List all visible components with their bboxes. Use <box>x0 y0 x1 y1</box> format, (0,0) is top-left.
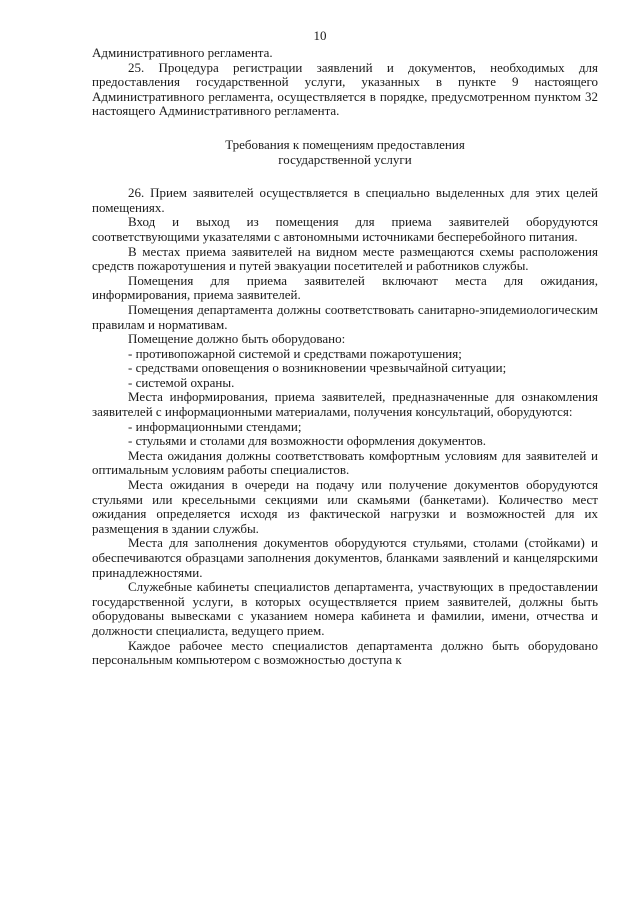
paragraph-fire-schemes: В местах приема заявителей на видном месте размещаются схемы расположения средств пожаротушения и путей эвакуации посетителей и работников службы. <box>92 243 598 274</box>
list-item: - средствами оповещения о возникновении чрезвычайной ситуации; <box>128 360 507 376</box>
paragraph-info-places: Места информирования, приема заявителей, предназначенные для ознакомления заявителей с информационными материалами, получения консультаций, оборудуются: <box>92 389 598 420</box>
paragraph-sanitary: Помещения департамента должны соответствовать санитарно-эпидемиологическим правилам и нормативам. <box>92 301 598 332</box>
list-item: - системой охраны. <box>128 374 235 390</box>
section-heading-line-1: Требования к помещениям предоставления <box>225 136 465 152</box>
document-body <box>92 46 598 668</box>
paragraph-filling-places: Места для заполнения документов оборудуются стульями, столами (стойками) и обеспечиваются образцами заполнения документов, бланками заявлений и канцелярскими принадлежностями. <box>92 535 598 580</box>
paragraph-workplace: Каждое рабочее место специалистов департамента должно быть оборудовано персональным компьютером с возможностью доступа к <box>92 637 598 668</box>
section-heading <box>92 138 598 167</box>
paragraph-25: 25. Процедура регистрации заявлений и документов, необходимых для предоставления государственной услуги, указанных в пункте 9 настоящего Административного регламента, осуществляется в порядке, предусмотренном пунктом 32 настоящего Административного регламента. <box>92 59 598 119</box>
paragraph-entrance: Вход и выход из помещения для приема заявителей оборудуются соответствующими указателями с автономными источниками бесперебойного питания. <box>92 214 598 244</box>
paragraph-premises: Помещения для приема заявителей включают места для ожидания, информирования, приема заявителей. <box>92 272 598 303</box>
list-item: - противопожарной системой и средствами пожаротушения; <box>128 345 462 361</box>
paragraph-26: 26. Прием заявителей осуществляется в специально выделенных для этих целей помещениях. <box>92 185 598 215</box>
page-number: 10 <box>313 28 327 43</box>
paragraph-offices: Служебные кабинеты специалистов департамента, участвующих в предоставлении государственной услуги, в которых осуществляется прием заявителей, должны быть оборудованы вывесками с указанием номера кабинета и фамилии, имени, отчества и должности специалиста, ведущего прием. <box>92 579 598 638</box>
paragraph-equipment: Помещение должно быть оборудовано: <box>128 331 346 347</box>
section-heading-line-2: государственной услуги <box>278 151 412 167</box>
paragraph-waiting-queue: Места ожидания в очереди на подачу или получение документов оборудуются стульями или кресельными секциями или скамьями (банкетами). Количество мест ожидания определяется исходя из фактической нагрузки и возможностей для их размещения в здании службы. <box>92 477 598 536</box>
paragraph-waiting-comfort: Места ожидания должны соответствовать комфортным условиям для заявителей и оптимальным условиям работы специалистов. <box>92 447 598 478</box>
list-item: - стульями и столами для возможности оформления документов. <box>128 433 487 449</box>
paragraph-continuation: Административного регламента. <box>92 45 273 60</box>
list-item: - информационными стендами; <box>128 418 302 434</box>
